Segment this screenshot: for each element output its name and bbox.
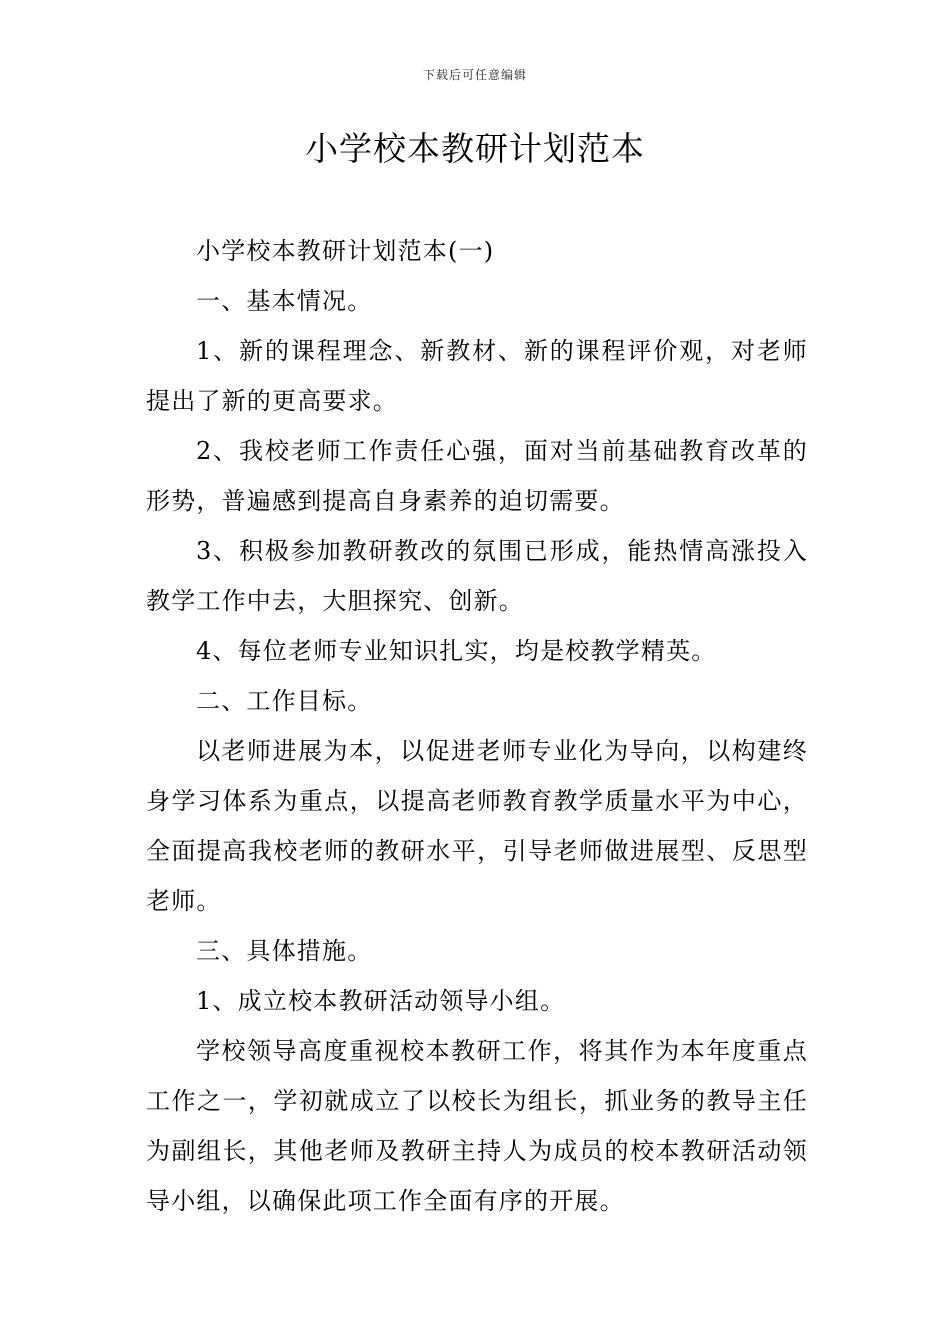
paragraph: 以老师进展为本，以促进老师专业化为导向，以构建终身学习体系为重点，以提高老师教育教学质量水平为中心，全面提高我校老师的教研水平，引导老师做进展型、反思型老师。 [146,737,808,915]
document-title: 小学校本教研计划范本 [305,129,645,168]
paragraph: 3、积极参加教研教改的氛围已形成，能热情高涨投入教学工作中去，大胆探究、创新。 [146,537,808,615]
paragraph: 2、我校老师工作责任心强，面对当前基础教育改革的形势，普遍感到提高自身素养的迫切需要。 [146,437,808,515]
paragraph: 4、每位老师专业知识扎实，均是校教学精英。 [196,637,717,665]
header-note: 下载后可任意编辑 [422,68,527,82]
document-body [146,226,808,1226]
paragraph: 1、新的课程理念、新教材、新的课程评价观，对老师提出了新的更高要求。 [146,337,808,415]
paragraph: 学校领导高度重视校本教研工作，将其作为本年度重点工作之一，学初就成立了以校长为组长，抓业务的教导主任为副组长，其他老师及教研主持人为成员的校本教研活动领导小组，以确保此项工作全面有序的开展。 [146,1037,808,1215]
paragraph: 小学校本教研计划范本(一) [196,237,495,265]
paragraph: 三、具体措施。 [196,937,373,965]
paragraph: 一、基本情况。 [196,287,373,315]
paragraph: 二、工作目标。 [196,687,373,715]
paragraph: 1、成立校本教研活动领导小组。 [196,987,566,1015]
